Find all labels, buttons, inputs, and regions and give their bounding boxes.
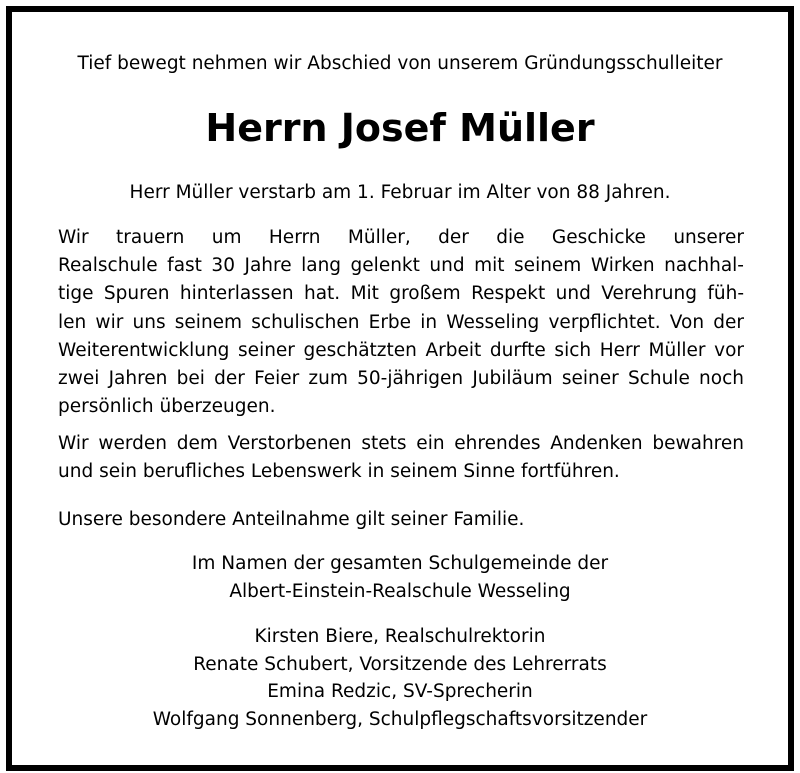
tribute-paragraph xyxy=(58,224,744,421)
signatory: Wolfgang Sonnenberg, Schulpflegschaftsvorsitzender xyxy=(152,709,648,730)
tribute-line: Realschule fast 30 Jahre lang gelenkt und mit seinem Wirken nachhal- xyxy=(58,255,744,277)
signatory: Renate Schubert, Vorsitzende des Lehrerrats xyxy=(193,654,607,675)
on-behalf-line: Im Namen der gesamten Schulgemeinde der xyxy=(191,553,609,574)
tribute-line: tige Spuren hinterlassen hat. Mit großem Respekt und Verehrung füh- xyxy=(58,283,744,305)
tribute-line: persönlich überzeugen. xyxy=(58,396,276,418)
tribute-line: len wir uns seinem schulischen Erbe in Wesseling verpflichtet. Von der xyxy=(58,311,744,333)
signatory: Emina Redzic, SV-Sprecherin xyxy=(267,681,533,702)
condolence-text: Unsere besondere Anteilnahme gilt seiner Familie. xyxy=(58,509,525,530)
remembrance-line: und sein berufliches Lebenswerk in seinem Sinne fortführen. xyxy=(58,461,620,483)
condolence-paragraph xyxy=(58,506,744,534)
tribute-line: Wir trauern um Herrn Müller, der die Geschicke unserer xyxy=(58,227,744,248)
remembrance-line: Wir werden dem Verstorbenen stets ein ehrendes Andenken bewahren xyxy=(58,433,744,454)
death-notice-text: Herr Müller verstarb am 1. Februar im Alter von 88 Jahren. xyxy=(129,182,671,203)
on-behalf-line: Albert-Einstein-Realschule Wesseling xyxy=(229,581,571,602)
tribute-line: zwei Jahren bei der Feier zum 50-jährigen Jubiläum seiner Schule noch xyxy=(58,368,744,390)
intro-text: Tief bewegt nehmen wir Abschied von unserem Gründungsschulleiter xyxy=(77,53,723,74)
tribute-line: Weiterentwicklung seiner geschätzten Arbeit durfte sich Herr Müller vor xyxy=(58,339,744,361)
signatory: Kirsten Biere, Realschulrektorin xyxy=(254,626,546,647)
obituary-notice xyxy=(6,6,794,771)
remembrance-paragraph xyxy=(58,430,744,486)
deceased-name: Herrn Josef Müller xyxy=(205,106,595,150)
